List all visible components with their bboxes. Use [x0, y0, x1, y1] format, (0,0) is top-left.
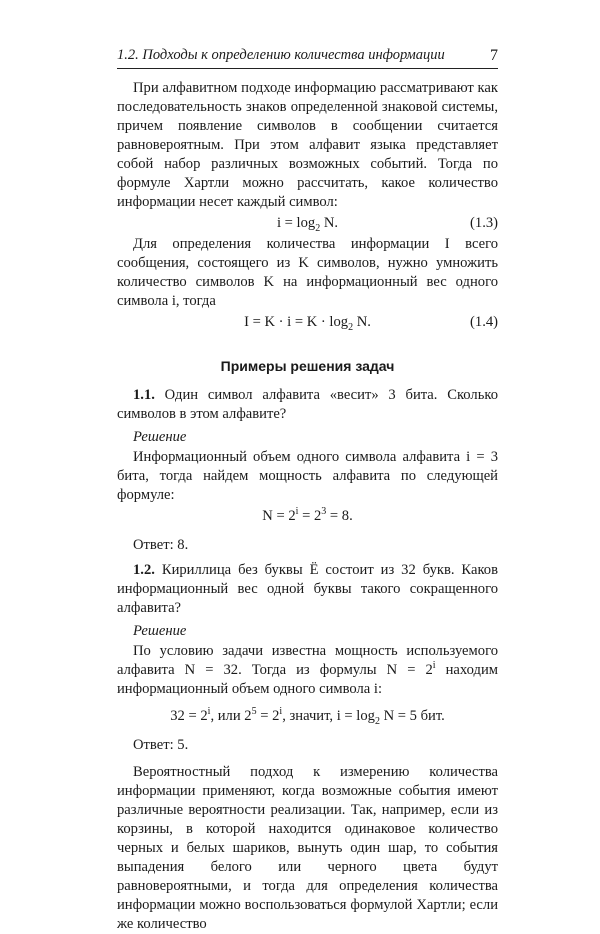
formula-32-part-e: N = 5 бит. — [379, 708, 445, 724]
formula-1-3-sub: 2 — [315, 222, 321, 234]
formula-32-sup-2: 5 — [251, 706, 257, 718]
task-1-1-number: 1.1. — [133, 387, 155, 403]
formula-32-sup-1: i — [207, 706, 211, 718]
formula-n-sup-1: i — [295, 506, 299, 518]
formula-n-part-b: = 2 — [298, 508, 322, 524]
page-body — [117, 79, 498, 934]
answer-1-1: Ответ: 8. — [133, 537, 189, 553]
formula-1-4-sub: 2 — [348, 321, 354, 333]
formula-32-part-c: = 2 — [256, 708, 280, 724]
solution-1-2-text — [117, 642, 498, 699]
header-rule — [117, 68, 498, 69]
task-1-1-text: Один символ алфавита «весит» 3 бита. Сколько символов в этом алфавите? — [117, 387, 498, 422]
equation-number-1-3: (1.3) — [470, 215, 498, 231]
formula-1-4 — [117, 312, 498, 333]
solution-1-1-text: Информационный объем одного символа алфавита i = 3 бита, тогда найдем мощность алфавита по следующей формуле: — [117, 449, 498, 503]
equation-number-1-4: (1.4) — [470, 314, 498, 330]
formula-32-sup-3: i — [279, 706, 283, 718]
formula-alphabet-power — [117, 506, 498, 527]
solution-label-2: Решение — [133, 623, 187, 639]
formula-32-part-b: , или 2 — [210, 708, 252, 724]
paragraph-alphabet-approach: При алфавитном подходе информацию рассматривают как последовательность знаков определенной знаковой системы, причем появление символов в сообщении считается равновероятным. При этом алфавит языка представляет собой набор различных возможных событий. Тогда по формуле Хартли можно рассчитать, какое количество информации несет каждый символ: — [117, 80, 498, 210]
solution-1-2-part-b: находим информационный объем одного символа i: — [117, 662, 498, 697]
section-title: Примеры решения задач — [220, 358, 395, 374]
formula-1-3 — [117, 213, 498, 234]
paragraph-message-information: Для определения количества информации I всего сообщения, состоящего из K символов, нужно умножить количество символов K на информационный вес одного символа i, тогда — [117, 236, 498, 309]
formula-n-part-c: = 8. — [326, 508, 353, 524]
header-title: 1.2. Подходы к определению количества информации — [117, 47, 445, 63]
formula-cyrillic-weight — [117, 706, 498, 727]
formula-1-3-rhs: N. — [320, 215, 339, 231]
solution-1-2-sup: i — [432, 660, 436, 672]
task-1-2-number: 1.2. — [133, 562, 155, 578]
task-1-1 — [117, 386, 498, 424]
formula-n-sup-2: 3 — [321, 506, 327, 518]
task-1-2 — [117, 561, 498, 618]
formula-1-3-lhs: i = log — [276, 215, 316, 231]
formula-32-part-d: , значит, i = log — [282, 708, 375, 724]
task-1-2-text: Кириллица без буквы Ё состоит из 32 букв. Каков информационный вес одной буквы такого сокращенного алфавита? — [117, 562, 498, 616]
formula-1-4-lhs: I = K · i = K · log — [244, 314, 349, 330]
page-number: 7 — [490, 47, 498, 64]
formula-32-sub: 2 — [374, 715, 380, 727]
solution-label-1: Решение — [133, 429, 187, 445]
formula-1-4-rhs: N. — [353, 314, 371, 330]
solution-1-2-part-a: По условию задачи известна мощность используемого алфавита N = 32. Тогда из формулы N = 2 — [117, 643, 498, 678]
paragraph-probabilistic-approach: Вероятностный подход к измерению количества информации применяют, когда возможные события имеют различные вероятности реализации. Так, например, если из корзины, в которой находится одинаковое количество черных и белых шариков, вынуть один шар, то события выпадения белого или черного цвета будут равновероятными, и тогда для определения количества информации можно воспользоваться формулой Хартли; если же количество — [117, 764, 498, 932]
formula-32-part-a: 32 = 2 — [170, 708, 208, 724]
answer-1-2: Ответ: 5. — [133, 737, 189, 753]
formula-n-part-a: N = 2 — [262, 508, 296, 524]
